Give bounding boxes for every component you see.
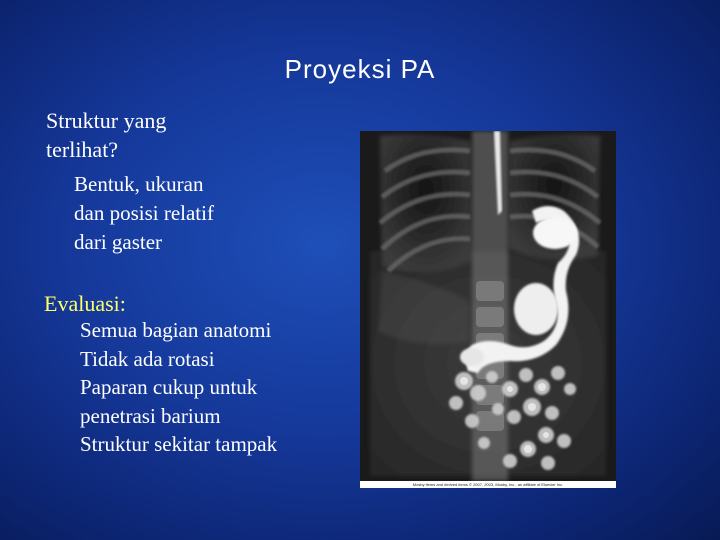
evaluation-item: Tidak ada rotasi [80,346,215,371]
answer-text [74,170,214,257]
question-line: Struktur yang [46,108,167,133]
image-caption: Mosby items and derived items © 2007, 2003, Mosby, Inc., an affiliate of Elsevier Inc. [412,482,564,487]
answer-line: dari gaster [74,230,163,254]
question-line: terlihat? [46,137,119,162]
answer-line: Bentuk, ukuran [74,172,204,196]
slide-title [0,54,720,85]
evaluation-item: Struktur sekitar tampak [80,432,278,456]
evaluation-item: Paparan cukup untuk [80,375,258,399]
question-text [46,106,166,164]
slide-title-text: Proyeksi PA [284,54,436,84]
answer-line: dan posisi relatif [74,201,214,225]
evaluation-list [80,316,277,459]
xray-radiograph [360,131,616,481]
evaluation-item: Semua bagian anatomi [80,318,272,342]
evaluation-item: penetrasi barium [80,403,221,428]
xray-image [360,131,616,488]
evaluation-label: Evaluasi: [44,291,126,316]
